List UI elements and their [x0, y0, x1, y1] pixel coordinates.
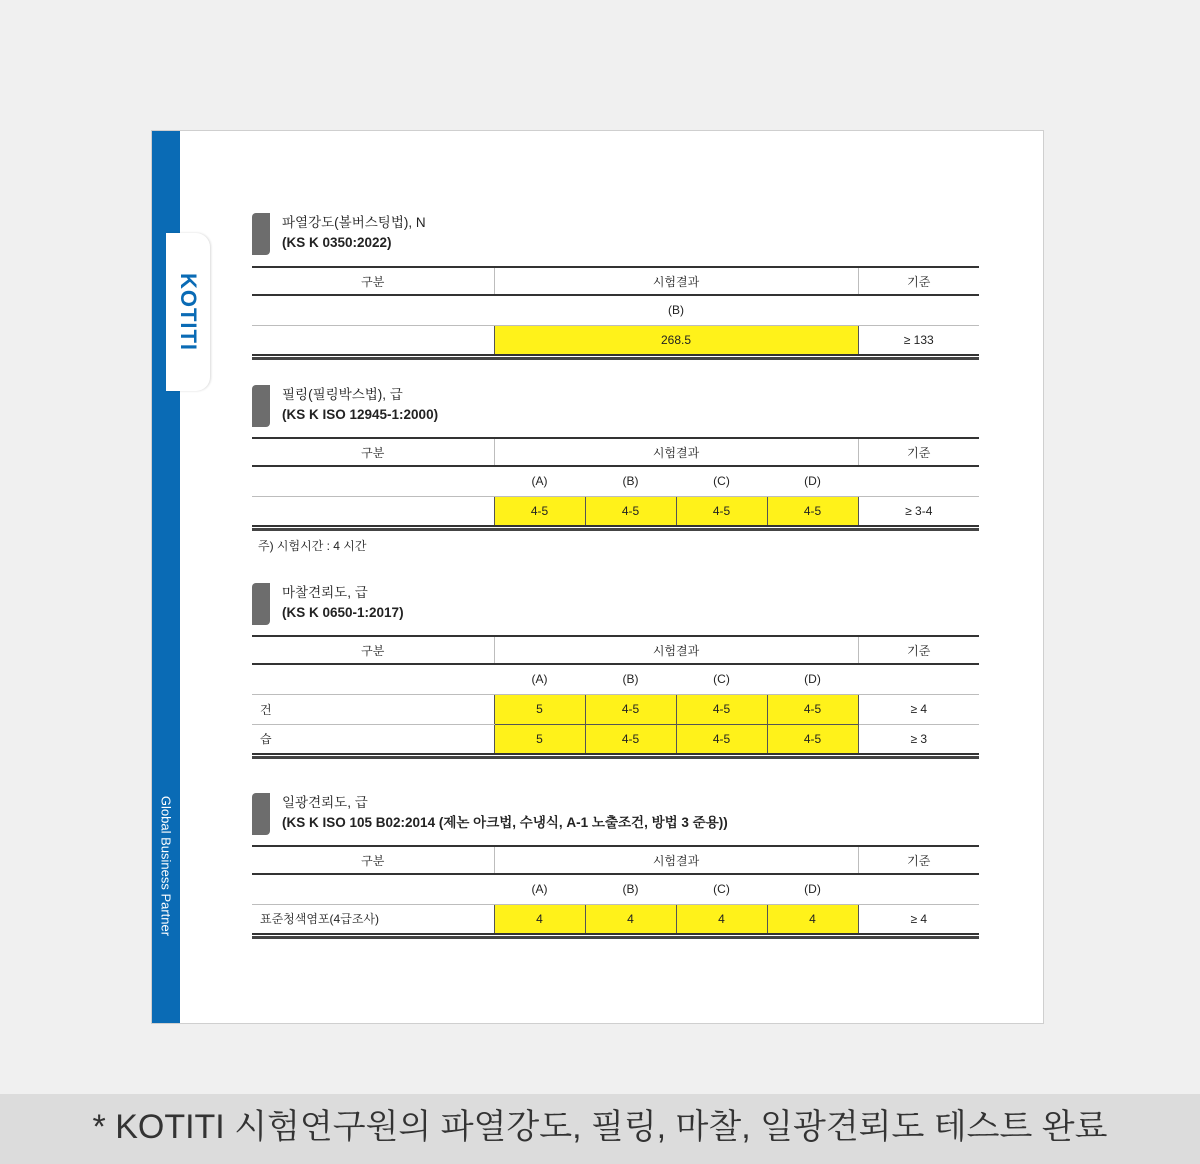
test-note: 주) 시험시간 : 4 시간 [258, 539, 367, 553]
section-marker [252, 213, 270, 255]
section-title: 마찰견뢰도, 급 [282, 585, 368, 600]
section-header [252, 213, 979, 257]
sub-header-d: (D) [767, 466, 858, 496]
section-standard: (KS K ISO 12945-1:2000) [282, 407, 439, 422]
section-header [252, 793, 979, 837]
section-header [252, 385, 979, 429]
result-value: 4-5 [676, 496, 767, 526]
row-label: 습 [252, 724, 494, 754]
sub-header-row [252, 664, 979, 694]
test-report-sheet [151, 130, 1044, 1024]
header-standard: 기준 [858, 846, 979, 874]
sub-header-row [252, 295, 979, 325]
sub-header-d: (D) [767, 874, 858, 904]
sub-header-b: (B) [585, 664, 676, 694]
sub-header-b: (B) [585, 874, 676, 904]
header-category: 구분 [252, 438, 494, 466]
sub-header-empty [252, 466, 494, 496]
table-end-rule [252, 935, 979, 939]
row-label: 표준청색염포(4급조사) [252, 904, 494, 934]
caption-bar [0, 1094, 1200, 1164]
sub-header-empty [252, 664, 494, 694]
result-value: 4-5 [676, 724, 767, 754]
section-marker [252, 793, 270, 835]
result-value: 4-5 [585, 724, 676, 754]
sub-header-empty [858, 466, 979, 496]
table-end-rule [252, 755, 979, 759]
sub-header-empty [858, 874, 979, 904]
sub-header-d: (D) [767, 664, 858, 694]
header-result: 시험결과 [494, 636, 858, 664]
sub-header-empty [252, 295, 494, 325]
result-value: 5 [494, 724, 585, 754]
table-end-rule [252, 527, 979, 531]
result-value: 4-5 [767, 724, 858, 754]
result-value: 4-5 [767, 694, 858, 724]
result-value: 268.5 [494, 325, 858, 355]
header-result: 시험결과 [494, 267, 858, 295]
sidebar-tagline-wrap [152, 791, 180, 941]
row-label [252, 325, 494, 355]
sub-header-c: (C) [676, 466, 767, 496]
section-title: 필링(필링박스법), 급 [282, 387, 403, 402]
table-header-row [252, 267, 979, 295]
sub-header-empty [858, 295, 979, 325]
section-standard: (KS K 0650-1:2017) [282, 605, 404, 620]
table-row [252, 904, 979, 934]
header-standard: 기준 [858, 636, 979, 664]
table-row [252, 496, 979, 526]
kotiti-logo: KOTITI [176, 272, 201, 352]
section-marker [252, 385, 270, 427]
result-value: 4 [494, 904, 585, 934]
header-result: 시험결과 [494, 846, 858, 874]
sub-header-a: (A) [494, 664, 585, 694]
result-value: 4-5 [585, 496, 676, 526]
results-table [252, 635, 979, 755]
sub-header-a: (A) [494, 874, 585, 904]
criterion-value: ≥ 4 [858, 904, 979, 934]
sub-header-a: (A) [494, 466, 585, 496]
criterion-value: ≥ 133 [858, 325, 979, 355]
section-title: 파열강도(볼버스팅법), N [282, 215, 426, 230]
sub-header-b: (B) [585, 466, 676, 496]
results-table [252, 437, 979, 527]
header-standard: 기준 [858, 267, 979, 295]
table-row [252, 694, 979, 724]
result-value: 4-5 [767, 496, 858, 526]
section-header [252, 583, 979, 627]
section-marker [252, 583, 270, 625]
results-table [252, 266, 979, 356]
section-title: 일광견뢰도, 급 [282, 795, 368, 810]
sub-header-row [252, 874, 979, 904]
section-light-fastness [252, 793, 979, 939]
header-category: 구분 [252, 846, 494, 874]
header-category: 구분 [252, 267, 494, 295]
row-label [252, 496, 494, 526]
sub-header-c: (C) [676, 664, 767, 694]
result-value: 4-5 [676, 694, 767, 724]
logo-tab [166, 233, 210, 391]
section-rubbing-fastness [252, 583, 979, 759]
result-value: 5 [494, 694, 585, 724]
sub-header-empty [858, 664, 979, 694]
caption-text: * KOTITI 시험연구원의 파열강도, 필링, 마찰, 일광견뢰도 테스트 완료 [92, 1108, 1108, 1146]
table-header-row [252, 636, 979, 664]
sub-header-b: (B) [494, 295, 858, 325]
row-label: 건 [252, 694, 494, 724]
section-standard: (KS K ISO 105 B02:2014 (제논 아크법, 수냉식, A-1 노출조건, 방법 3 준용)) [282, 815, 728, 830]
table-end-rule [252, 356, 979, 360]
results-table [252, 845, 979, 935]
table-header-row [252, 846, 979, 874]
header-standard: 기준 [858, 438, 979, 466]
sub-header-row [252, 466, 979, 496]
table-row [252, 325, 979, 355]
criterion-value: ≥ 4 [858, 694, 979, 724]
sub-header-empty [252, 874, 494, 904]
result-value: 4 [585, 904, 676, 934]
section-bursting-strength [252, 213, 979, 360]
sidebar-tagline: Global Business Partner [158, 795, 174, 937]
section-standard: (KS K 0350:2022) [282, 235, 392, 250]
result-value: 4-5 [494, 496, 585, 526]
criterion-value: ≥ 3 [858, 724, 979, 754]
result-value: 4-5 [585, 694, 676, 724]
sub-header-c: (C) [676, 874, 767, 904]
section-pilling [252, 385, 979, 554]
header-result: 시험결과 [494, 438, 858, 466]
result-value: 4 [676, 904, 767, 934]
criterion-value: ≥ 3-4 [858, 496, 979, 526]
table-header-row [252, 438, 979, 466]
result-value: 4 [767, 904, 858, 934]
header-category: 구분 [252, 636, 494, 664]
table-row [252, 724, 979, 754]
